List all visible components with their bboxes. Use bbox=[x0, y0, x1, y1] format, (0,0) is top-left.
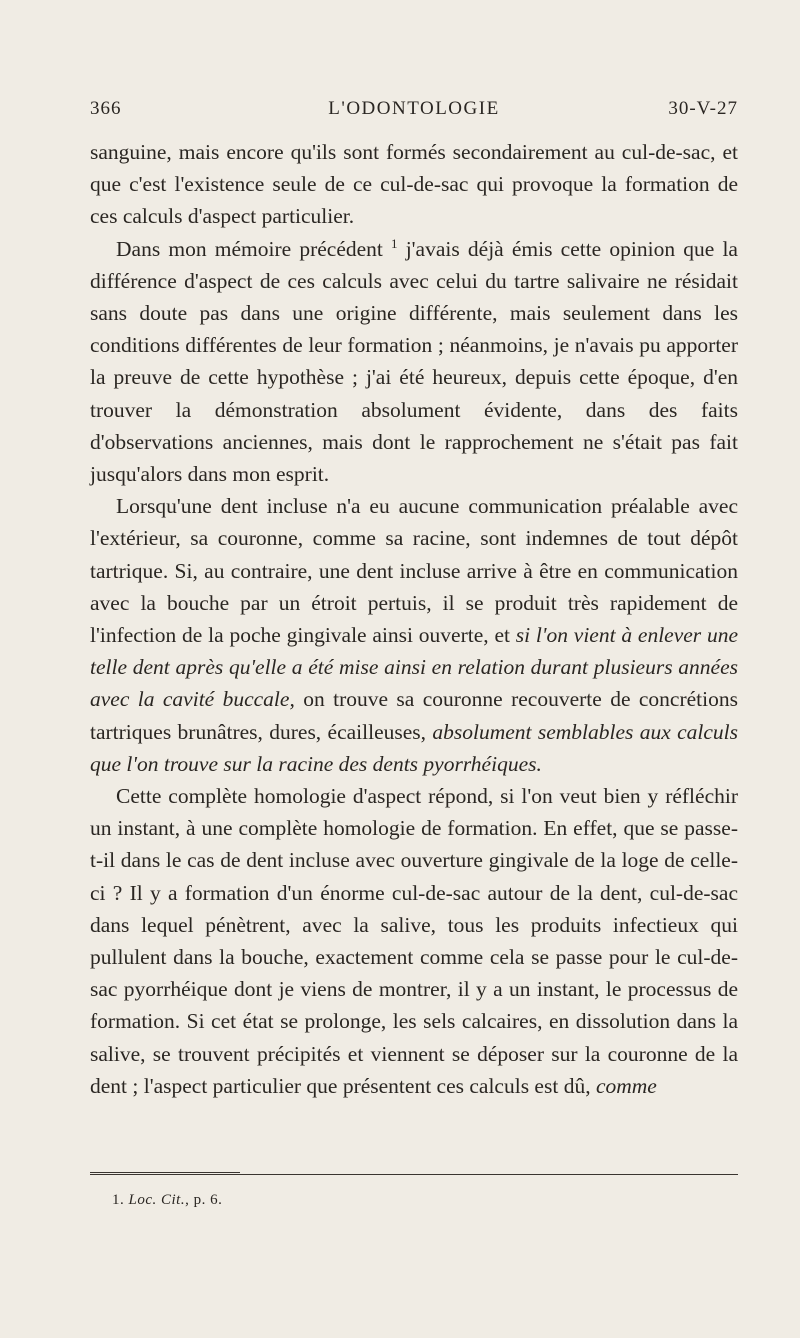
paragraph-3-italic-b: absolument semblables aux calculs que l'on trouve sur la racine des dents pyorrhéiques. bbox=[90, 719, 738, 776]
footnote-page: , p. 6. bbox=[185, 1192, 223, 1208]
paragraph-3-italic-a: si l'on vient à enlever une telle dent après qu'elle a été mise ainsi en relation durant plusieurs années avec la cavité buccale, bbox=[90, 623, 738, 712]
paragraph-2-text-a: Dans mon mémoire précédent bbox=[116, 236, 392, 261]
paragraph-1-text: sanguine, mais encore qu'ils sont formés secondairement au cul-de-sac, et que c'est l'existence seule de ce cul-de-sac qui provoque la formation de ces calculs d'aspect particulier. bbox=[90, 140, 738, 229]
issue-date: 30-V-27 bbox=[668, 98, 738, 119]
footnote-source: Loc. Cit. bbox=[128, 1192, 186, 1208]
paragraph-1 bbox=[90, 136, 738, 233]
paragraph-2-text-b: j'avais déjà émis cette opinion que la différence d'aspect de ces calculs avec celui du tartre salivaire ne résidait sans doute pas dans une origine différente, mais seulement dans les conditions différentes de leur formation ; néanmoins, je n'avais pu apporter la preuve de cette hypothèse ; j'ai été heureux, depuis cette époque, d'en trouver la démonstration absolument évidente, dans des faits d'observations anciennes, mais dont le rapprochement ne s'était pas fait jusqu'alors dans mon esprit. bbox=[90, 236, 738, 487]
footnote-number: 1. bbox=[112, 1192, 125, 1208]
paragraph-4 bbox=[90, 780, 738, 1102]
paragraph-3-text-b: on trouve sa couronne recouverte de concrétions tartriques brunâtres, dures, écailleuses, bbox=[90, 687, 738, 744]
body-text bbox=[90, 136, 738, 1102]
paragraph-4-italic-a: comme bbox=[595, 1073, 657, 1098]
paragraph-2 bbox=[90, 233, 738, 491]
footnote-rule-short bbox=[90, 1172, 240, 1173]
footnote-reference[interactable]: 1 bbox=[391, 235, 398, 251]
paragraph-4-text-a: Cette complète homologie d'aspect répond, si l'on veut bien y réfléchir un instant, à une complète homologie de formation. En effet, que se passe-t-il dans le cas de dent incluse avec ouverture gingivale de la loge de celle-ci ? Il y a formation d'un énorme cul-de-sac autour de la dent, cul-de-sac dans lequel pénètrent, avec la salive, tous les produits infectieux qui pullulent dans la bouche, exactement comme cela se passe pour le cul-de-sac pyorrhéique dont je viens de montrer, il y a un instant, le processus de formation. Si cet état se prolonge, les sels calcaires, en dissolution dans la salive, se trouvent précipités et viennent se déposer sur la couronne de la dent ; l'aspect particulier que présentent ces calculs est dû, bbox=[90, 784, 738, 1098]
paragraph-3 bbox=[90, 490, 738, 780]
running-head bbox=[90, 98, 738, 134]
footnote bbox=[112, 1192, 222, 1209]
page-number: 366 bbox=[90, 98, 122, 119]
journal-title: L'ODONTOLOGIE bbox=[328, 98, 500, 119]
paragraph-3-text-a: Lorsqu'une dent incluse n'a eu aucune communication préalable avec l'extérieur, sa couronne, comme sa racine, sont indemnes de tout dépôt tartrique. Si, au contraire, une dent incluse arrive à être en communication avec la bouche par un étroit pertuis, il se produit très rapidement de l'infection de la poche gingivale ainsi ouverte, et bbox=[90, 494, 738, 648]
footnote-rule bbox=[90, 1174, 738, 1175]
page bbox=[90, 98, 738, 1102]
